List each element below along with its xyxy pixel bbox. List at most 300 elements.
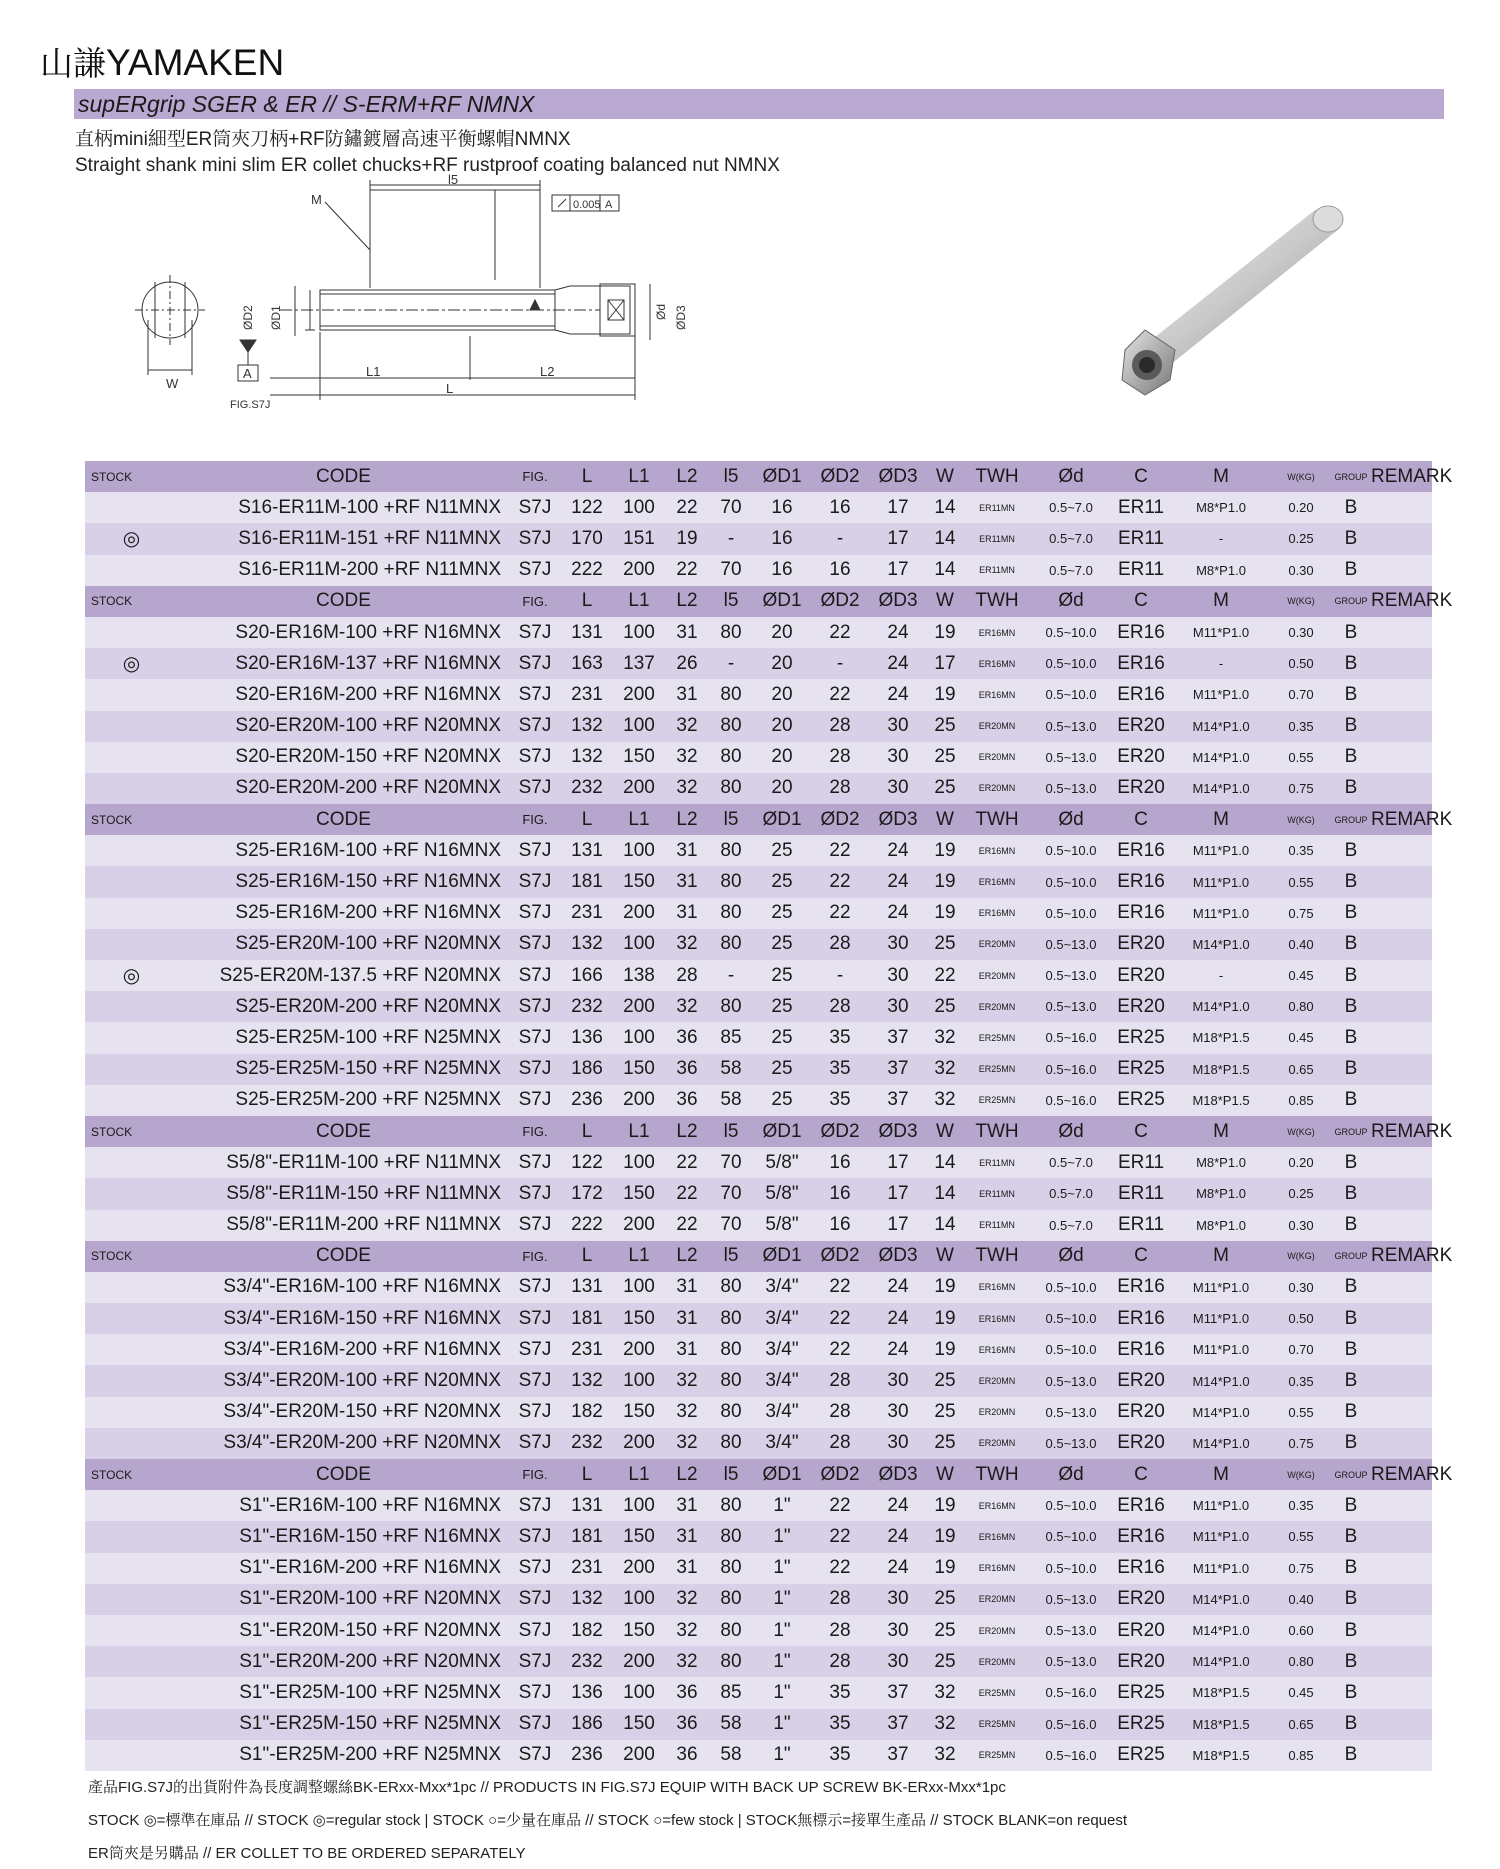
- table-cell: ER11MN: [963, 523, 1031, 554]
- table-cell: 14: [927, 1210, 963, 1241]
- table-cell: 16: [753, 492, 811, 523]
- table-cell: 100: [613, 1490, 665, 1521]
- table-cell: ER16MN: [963, 1490, 1031, 1521]
- table-cell: 20: [753, 648, 811, 679]
- header-cell: REMARK: [1371, 804, 1432, 835]
- table-cell: 0.55: [1271, 1397, 1331, 1428]
- code-cell: S3/4"-ER20M-200 +RF N20MNX: [178, 1428, 509, 1459]
- table-cell: B: [1331, 1646, 1371, 1677]
- drawing-label-m: M: [311, 192, 322, 207]
- header-cell: l5: [709, 586, 753, 617]
- table-cell: M14*P1.0: [1171, 1584, 1271, 1615]
- table-cell: 28: [811, 742, 869, 773]
- table-cell: 19: [927, 679, 963, 710]
- table-cell: 31: [665, 617, 709, 648]
- table-cell: 0.50: [1271, 1303, 1331, 1334]
- table-cell: 25: [927, 1615, 963, 1646]
- code-cell: S25-ER20M-200 +RF N20MNX: [178, 991, 509, 1022]
- table-cell: 14: [927, 523, 963, 554]
- table-row: [85, 835, 1432, 866]
- table-cell: 0.5~13.0: [1031, 742, 1111, 773]
- table-cell: ER16: [1111, 1490, 1171, 1521]
- code-cell: S5/8"-ER11M-150 +RF N11MNX: [178, 1178, 509, 1209]
- table-cell: 19: [927, 1334, 963, 1365]
- table-cell: ER25: [1111, 1022, 1171, 1053]
- table-cell: 231: [561, 898, 613, 929]
- table-cell: [1371, 835, 1432, 866]
- table-cell: 32: [665, 773, 709, 804]
- table-cell: 31: [665, 1334, 709, 1365]
- footnote-collet: ER筒夾是另購品 // ER COLLET TO BE ORDERED SEPARATELY: [88, 1845, 526, 1862]
- brand-logo: [40, 38, 284, 85]
- table-cell: 0.35: [1271, 1490, 1331, 1521]
- table-cell: B: [1331, 1272, 1371, 1303]
- table-cell: ER20MN: [963, 1428, 1031, 1459]
- table-cell: 32: [665, 742, 709, 773]
- table-cell: 232: [561, 773, 613, 804]
- table-cell: M18*P1.5: [1171, 1054, 1271, 1085]
- header-cell: W: [927, 461, 963, 492]
- stock-mark: [85, 773, 178, 804]
- table-cell: 3/4": [753, 1428, 811, 1459]
- table-cell: S7J: [509, 1085, 561, 1116]
- table-cell: B: [1331, 898, 1371, 929]
- header-cell: REMARK: [1371, 1241, 1432, 1272]
- table-cell: B: [1331, 1428, 1371, 1459]
- table-cell: 32: [927, 1054, 963, 1085]
- table-cell: B: [1331, 679, 1371, 710]
- table-cell: 16: [753, 555, 811, 586]
- table-cell: S7J: [509, 835, 561, 866]
- stock-mark: [85, 1709, 178, 1740]
- table-cell: 0.5~13.0: [1031, 1397, 1111, 1428]
- header-cell: M: [1171, 1241, 1271, 1272]
- table-cell: ER20MN: [963, 1615, 1031, 1646]
- table-cell: S7J: [509, 929, 561, 960]
- table-cell: ER16: [1111, 1521, 1171, 1552]
- table-cell: 232: [561, 1428, 613, 1459]
- table-row: [85, 1085, 1432, 1116]
- table-cell: ER25MN: [963, 1709, 1031, 1740]
- table-row: [85, 929, 1432, 960]
- table-cell: 122: [561, 1147, 613, 1178]
- table-cell: 163: [561, 648, 613, 679]
- table-cell: 25: [927, 1646, 963, 1677]
- code-cell: S25-ER16M-150 +RF N16MNX: [178, 866, 509, 897]
- table-cell: 200: [613, 1334, 665, 1365]
- table-cell: 200: [613, 679, 665, 710]
- code-cell: S3/4"-ER20M-150 +RF N20MNX: [178, 1397, 509, 1428]
- table-cell: 37: [869, 1709, 927, 1740]
- table-cell: 17: [869, 1147, 927, 1178]
- header-cell: W: [927, 1241, 963, 1272]
- header-cell: l5: [709, 1459, 753, 1490]
- table-cell: -: [709, 648, 753, 679]
- table-cell: 0.5~13.0: [1031, 1365, 1111, 1396]
- drawing-label-l: L: [446, 381, 454, 396]
- table-cell: 17: [869, 1178, 927, 1209]
- header-cell: M: [1171, 461, 1271, 492]
- table-cell: M8*P1.0: [1171, 1178, 1271, 1209]
- table-cell: 137: [613, 648, 665, 679]
- table-cell: 16: [811, 1178, 869, 1209]
- drawing-label-l2: L2: [540, 364, 555, 379]
- header-cell: l5: [709, 1116, 753, 1147]
- table-cell: 24: [869, 835, 927, 866]
- table-cell: B: [1331, 1147, 1371, 1178]
- table-cell: ER16: [1111, 898, 1171, 929]
- table-cell: 150: [613, 1709, 665, 1740]
- table-cell: 0.45: [1271, 1677, 1331, 1708]
- header-cell: L: [561, 1241, 613, 1272]
- table-cell: ER16MN: [963, 835, 1031, 866]
- table-cell: 36: [665, 1709, 709, 1740]
- table-cell: 186: [561, 1054, 613, 1085]
- code-cell: S16-ER11M-200 +RF N11MNX: [178, 555, 509, 586]
- table-cell: 20: [753, 711, 811, 742]
- header-cell: ØD3: [869, 1459, 927, 1490]
- table-cell: M14*P1.0: [1171, 929, 1271, 960]
- code-cell: S5/8"-ER11M-100 +RF N11MNX: [178, 1147, 509, 1178]
- table-cell: 0.5~16.0: [1031, 1709, 1111, 1740]
- table-cell: 0.55: [1271, 866, 1331, 897]
- stock-mark: [85, 1365, 178, 1396]
- table-cell: ER20MN: [963, 1365, 1031, 1396]
- table-cell: 0.65: [1271, 1054, 1331, 1085]
- table-cell: 0.5~13.0: [1031, 929, 1111, 960]
- header-cell: GROUP: [1331, 1116, 1371, 1147]
- table-cell: M18*P1.5: [1171, 1740, 1271, 1771]
- table-cell: B: [1331, 960, 1371, 991]
- header-cell: ØD2: [811, 1459, 869, 1490]
- code-cell: S1"-ER20M-200 +RF N20MNX: [178, 1646, 509, 1677]
- table-cell: 0.85: [1271, 1085, 1331, 1116]
- table-cell: 132: [561, 1365, 613, 1396]
- header-cell: ØD2: [811, 1116, 869, 1147]
- table-cell: 37: [869, 1085, 927, 1116]
- table-cell: 80: [709, 1303, 753, 1334]
- table-row: [85, 1584, 1432, 1615]
- table-cell: 37: [869, 1054, 927, 1085]
- table-cell: 150: [613, 742, 665, 773]
- stock-mark: [85, 1022, 178, 1053]
- table-cell: 32: [927, 1740, 963, 1771]
- table-cell: 28: [811, 1365, 869, 1396]
- table-cell: 100: [613, 1272, 665, 1303]
- table-cell: 131: [561, 835, 613, 866]
- stock-mark: [85, 1210, 178, 1241]
- table-cell: 22: [665, 1147, 709, 1178]
- table-cell: ER25MN: [963, 1677, 1031, 1708]
- table-cell: 100: [613, 1584, 665, 1615]
- table-cell: [1371, 648, 1432, 679]
- table-cell: S7J: [509, 1334, 561, 1365]
- table-row: [85, 1272, 1432, 1303]
- table-cell: 20: [753, 742, 811, 773]
- code-cell: S1"-ER16M-150 +RF N16MNX: [178, 1521, 509, 1552]
- table-cell: ER11MN: [963, 1210, 1031, 1241]
- table-cell: 31: [665, 1521, 709, 1552]
- table-header-row: [85, 586, 1432, 617]
- table-cell: [1371, 1210, 1432, 1241]
- table-cell: B: [1331, 1521, 1371, 1552]
- table-row: [85, 773, 1432, 804]
- table-cell: 0.55: [1271, 1521, 1331, 1552]
- table-cell: 181: [561, 1303, 613, 1334]
- footnote-stock-legend: STOCK ◎=標準在庫品 // STOCK ◎=regular stock | STOCK ○=少量在庫品 // STOCK ○=few stock | STOCK無標示=接單生產品 // STOCK BLANK=on request: [88, 1812, 1128, 1829]
- stock-mark: [85, 1178, 178, 1209]
- header-cell: W(KG): [1271, 461, 1331, 492]
- table-cell: 32: [927, 1709, 963, 1740]
- subtitle-en: Straight shank mini slim ER collet chucks+RF rustproof coating balanced nut NMNX: [75, 155, 780, 176]
- table-cell: 19: [927, 866, 963, 897]
- table-cell: 0.5~16.0: [1031, 1740, 1111, 1771]
- table-cell: 200: [613, 1428, 665, 1459]
- header-cell: STOCK: [85, 1116, 178, 1147]
- table-cell: ER20MN: [963, 929, 1031, 960]
- table-cell: 31: [665, 898, 709, 929]
- code-cell: S25-ER25M-150 +RF N25MNX: [178, 1054, 509, 1085]
- table-cell: 20: [753, 773, 811, 804]
- code-cell: S3/4"-ER20M-100 +RF N20MNX: [178, 1365, 509, 1396]
- table-cell: 0.5~7.0: [1031, 555, 1111, 586]
- code-cell: S1"-ER25M-150 +RF N25MNX: [178, 1709, 509, 1740]
- table-cell: [1371, 1615, 1432, 1646]
- header-cell: C: [1111, 1459, 1171, 1490]
- table-cell: 20: [753, 679, 811, 710]
- table-cell: 14: [927, 1178, 963, 1209]
- header-cell: GROUP: [1331, 586, 1371, 617]
- table-cell: S7J: [509, 679, 561, 710]
- table-cell: 0.5~13.0: [1031, 711, 1111, 742]
- header-cell: L1: [613, 586, 665, 617]
- table-cell: S7J: [509, 1303, 561, 1334]
- table-cell: 24: [869, 1272, 927, 1303]
- table-cell: ER20: [1111, 1615, 1171, 1646]
- table-cell: 28: [811, 773, 869, 804]
- table-cell: 0.5~13.0: [1031, 1646, 1111, 1677]
- table-cell: S7J: [509, 1210, 561, 1241]
- table-cell: 0.5~16.0: [1031, 1677, 1111, 1708]
- table-cell: 32: [927, 1085, 963, 1116]
- table-cell: 80: [709, 929, 753, 960]
- table-cell: 0.40: [1271, 1584, 1331, 1615]
- stock-mark: [85, 1272, 178, 1303]
- table-row: [85, 960, 1432, 991]
- stock-mark: [85, 866, 178, 897]
- table-cell: M18*P1.5: [1171, 1677, 1271, 1708]
- table-cell: 5/8": [753, 1178, 811, 1209]
- table-cell: 0.45: [1271, 960, 1331, 991]
- table-cell: ER20MN: [963, 711, 1031, 742]
- table-cell: ER16: [1111, 866, 1171, 897]
- code-cell: S20-ER16M-100 +RF N16MNX: [178, 617, 509, 648]
- table-cell: 0.35: [1271, 711, 1331, 742]
- table-row: [85, 1365, 1432, 1396]
- table-row: [85, 1210, 1432, 1241]
- table-cell: B: [1331, 492, 1371, 523]
- table-cell: 100: [613, 929, 665, 960]
- stock-mark: [85, 1085, 178, 1116]
- table-cell: 150: [613, 1397, 665, 1428]
- header-cell: Ød: [1031, 586, 1111, 617]
- table-cell: 200: [613, 1646, 665, 1677]
- table-cell: ER11: [1111, 1147, 1171, 1178]
- table-cell: 132: [561, 929, 613, 960]
- table-cell: ER16MN: [963, 1272, 1031, 1303]
- table-cell: ER16: [1111, 617, 1171, 648]
- table-cell: ER25: [1111, 1677, 1171, 1708]
- table-cell: S7J: [509, 1272, 561, 1303]
- table-cell: 200: [613, 555, 665, 586]
- header-cell: TWH: [963, 586, 1031, 617]
- code-cell: S20-ER16M-137 +RF N16MNX: [178, 648, 509, 679]
- header-cell: STOCK: [85, 1241, 178, 1272]
- table-cell: 24: [869, 866, 927, 897]
- table-cell: 3/4": [753, 1272, 811, 1303]
- table-cell: 37: [869, 1022, 927, 1053]
- table-cell: S7J: [509, 1553, 561, 1584]
- header-cell: STOCK: [85, 1459, 178, 1490]
- table-cell: 100: [613, 1022, 665, 1053]
- table-cell: 131: [561, 1490, 613, 1521]
- subtitle-cn: 直柄mini細型ER筒夾刀柄+RF防鏽鍍層高速平衡螺帽NMNX: [75, 129, 571, 150]
- table-cell: 22: [811, 1521, 869, 1552]
- header-cell: CODE: [178, 461, 509, 492]
- table-cell: 22: [665, 1178, 709, 1209]
- table-cell: 80: [709, 1428, 753, 1459]
- table-cell: 0.5~10.0: [1031, 866, 1111, 897]
- table-cell: [1371, 991, 1432, 1022]
- header-cell: L: [561, 804, 613, 835]
- table-cell: 231: [561, 679, 613, 710]
- table-cell: S7J: [509, 617, 561, 648]
- header-cell: L2: [665, 1459, 709, 1490]
- table-cell: 222: [561, 1210, 613, 1241]
- table-cell: 35: [811, 1054, 869, 1085]
- table-cell: ER20: [1111, 929, 1171, 960]
- table-cell: 25: [753, 1022, 811, 1053]
- table-cell: 35: [811, 1677, 869, 1708]
- table-cell: [1371, 1085, 1432, 1116]
- table-cell: 32: [665, 1615, 709, 1646]
- code-cell: S1"-ER16M-100 +RF N16MNX: [178, 1490, 509, 1521]
- table-cell: ER20: [1111, 742, 1171, 773]
- table-cell: M11*P1.0: [1171, 1334, 1271, 1365]
- table-cell: S7J: [509, 1584, 561, 1615]
- table-row: [85, 679, 1432, 710]
- header-cell: C: [1111, 461, 1171, 492]
- header-cell: GROUP: [1331, 1459, 1371, 1490]
- header-cell: Ød: [1031, 1116, 1111, 1147]
- table-cell: 28: [811, 1428, 869, 1459]
- table-cell: ER16MN: [963, 1521, 1031, 1552]
- table-cell: -: [1171, 648, 1271, 679]
- table-cell: 150: [613, 1521, 665, 1552]
- header-cell: M: [1171, 586, 1271, 617]
- table-cell: 0.5~13.0: [1031, 960, 1111, 991]
- table-cell: 30: [869, 711, 927, 742]
- table-cell: 70: [709, 1178, 753, 1209]
- table-cell: 0.70: [1271, 679, 1331, 710]
- header-cell: W: [927, 1116, 963, 1147]
- table-cell: 25: [927, 1428, 963, 1459]
- table-cell: ER16: [1111, 1303, 1171, 1334]
- table-cell: S7J: [509, 1740, 561, 1771]
- table-cell: [1371, 1022, 1432, 1053]
- header-cell: STOCK: [85, 461, 178, 492]
- table-cell: 28: [811, 929, 869, 960]
- table-cell: 0.20: [1271, 1147, 1331, 1178]
- table-cell: B: [1331, 711, 1371, 742]
- table-cell: 36: [665, 1677, 709, 1708]
- table-cell: 19: [927, 1521, 963, 1552]
- table-cell: 24: [869, 1334, 927, 1365]
- table-cell: 25: [753, 835, 811, 866]
- table-cell: S7J: [509, 1521, 561, 1552]
- table-cell: 80: [709, 773, 753, 804]
- table-cell: ER20: [1111, 1365, 1171, 1396]
- header-cell: CODE: [178, 804, 509, 835]
- table-cell: B: [1331, 1709, 1371, 1740]
- table-cell: S7J: [509, 960, 561, 991]
- table-cell: 0.25: [1271, 1178, 1331, 1209]
- table-cell: B: [1331, 1085, 1371, 1116]
- table-cell: 24: [869, 1553, 927, 1584]
- table-cell: 0.5~10.0: [1031, 898, 1111, 929]
- header-cell: CODE: [178, 1116, 509, 1147]
- table-cell: 36: [665, 1022, 709, 1053]
- header-cell: L1: [613, 1241, 665, 1272]
- table-cell: 58: [709, 1054, 753, 1085]
- table-cell: -: [811, 523, 869, 554]
- table-cell: 24: [869, 1490, 927, 1521]
- table-cell: 5/8": [753, 1210, 811, 1241]
- table-cell: 32: [665, 1584, 709, 1615]
- header-cell: Ød: [1031, 461, 1111, 492]
- table-cell: 132: [561, 1584, 613, 1615]
- header-cell: L: [561, 461, 613, 492]
- header-cell: L1: [613, 1116, 665, 1147]
- table-cell: M18*P1.5: [1171, 1085, 1271, 1116]
- table-cell: M14*P1.0: [1171, 1428, 1271, 1459]
- table-cell: ER25: [1111, 1709, 1171, 1740]
- table-cell: 28: [811, 991, 869, 1022]
- header-cell: L1: [613, 461, 665, 492]
- table-cell: 0.30: [1271, 1272, 1331, 1303]
- header-cell: l5: [709, 804, 753, 835]
- table-cell: M11*P1.0: [1171, 835, 1271, 866]
- table-row: [85, 1054, 1432, 1085]
- table-cell: M11*P1.0: [1171, 1303, 1271, 1334]
- table-cell: ER16: [1111, 679, 1171, 710]
- stock-mark: [85, 1740, 178, 1771]
- table-cell: 22: [811, 898, 869, 929]
- table-cell: ER25: [1111, 1085, 1171, 1116]
- table-cell: 0.5~13.0: [1031, 773, 1111, 804]
- table-cell: 80: [709, 1490, 753, 1521]
- table-cell: 80: [709, 1365, 753, 1396]
- code-cell: S20-ER20M-150 +RF N20MNX: [178, 742, 509, 773]
- table-cell: B: [1331, 1584, 1371, 1615]
- table-cell: 80: [709, 1334, 753, 1365]
- table-cell: S7J: [509, 1147, 561, 1178]
- table-cell: 25: [753, 898, 811, 929]
- table-cell: ER25MN: [963, 1740, 1031, 1771]
- table-cell: ER25MN: [963, 1054, 1031, 1085]
- header-cell: ØD2: [811, 461, 869, 492]
- table-cell: 25: [753, 991, 811, 1022]
